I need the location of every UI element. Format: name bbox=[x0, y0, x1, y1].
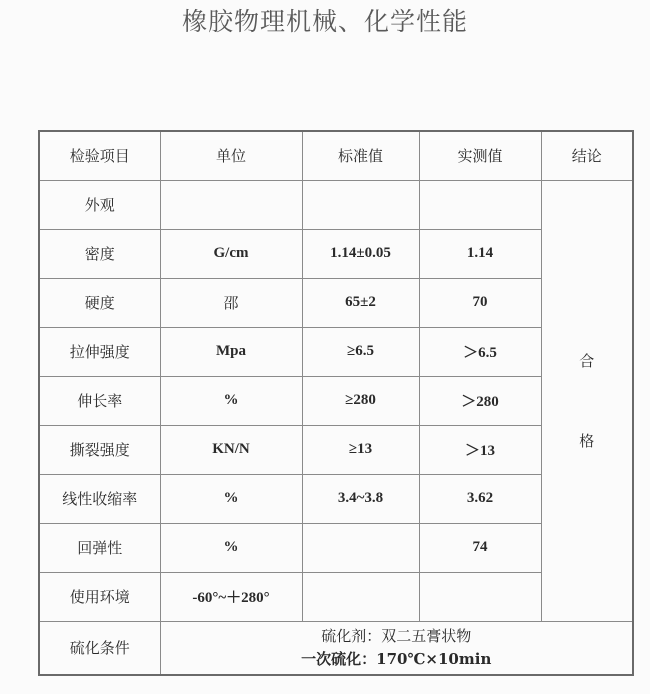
row-standard bbox=[302, 572, 419, 621]
row-standard bbox=[302, 180, 419, 229]
row-measured: 1.14 bbox=[419, 229, 541, 278]
row-item: 外观 bbox=[39, 180, 160, 229]
row-item: 硬度 bbox=[39, 278, 160, 327]
row-standard: 65±2 bbox=[302, 278, 419, 327]
vulcanization-line-1: 硫化剂：双二五膏状物 bbox=[321, 626, 472, 645]
row-unit: -60°~＋280° bbox=[160, 572, 302, 621]
row-item: 回弹性 bbox=[39, 523, 160, 572]
row-measured: ＞280 bbox=[419, 376, 541, 425]
row-measured: ＞6.5 bbox=[419, 327, 541, 376]
row-standard: ≥280 bbox=[302, 376, 419, 425]
row-unit: % bbox=[160, 474, 302, 523]
row-standard: ≥6.5 bbox=[302, 327, 419, 376]
row-item: 线性收缩率 bbox=[39, 474, 160, 523]
row-measured: 74 bbox=[419, 523, 541, 572]
row-unit: % bbox=[160, 523, 302, 572]
row-standard: 1.14±0.05 bbox=[302, 229, 419, 278]
conclusion-char-2: 格 bbox=[579, 431, 595, 450]
table-row bbox=[39, 180, 633, 229]
page-title: 橡胶物理机械、化学性能 bbox=[181, 7, 468, 36]
row-item: 拉伸强度 bbox=[39, 327, 160, 376]
row-measured: 70 bbox=[419, 278, 541, 327]
vulcanization-line-2: 一次硫化：170℃×10min bbox=[301, 649, 492, 668]
vulcanization-row bbox=[39, 621, 633, 675]
header-unit: 单位 bbox=[160, 131, 302, 180]
row-standard: ≥13 bbox=[302, 425, 419, 474]
row-measured: 3.62 bbox=[419, 474, 541, 523]
row-item: 撕裂强度 bbox=[39, 425, 160, 474]
row-standard bbox=[302, 523, 419, 572]
row-unit: G/cm bbox=[160, 229, 302, 278]
row-measured bbox=[419, 572, 541, 621]
header-row bbox=[39, 131, 633, 180]
header-standard: 标准值 bbox=[302, 131, 419, 180]
row-standard: 3.4~3.8 bbox=[302, 474, 419, 523]
row-unit: KN/N bbox=[160, 425, 302, 474]
vulcanization-conditions bbox=[160, 621, 633, 675]
conclusion-cell bbox=[541, 180, 633, 621]
row-unit: % bbox=[160, 376, 302, 425]
row-item: 伸长率 bbox=[39, 376, 160, 425]
vulcanization-label: 硫化条件 bbox=[39, 621, 160, 675]
header-conclusion: 结论 bbox=[541, 131, 633, 180]
row-measured: ＞13 bbox=[419, 425, 541, 474]
row-unit: 邵 bbox=[160, 278, 302, 327]
row-measured bbox=[419, 180, 541, 229]
row-item: 密度 bbox=[39, 229, 160, 278]
header-measured: 实测值 bbox=[419, 131, 541, 180]
row-unit: Mpa bbox=[160, 327, 302, 376]
conclusion-char-1: 合 bbox=[579, 351, 595, 370]
header-item: 检验项目 bbox=[39, 131, 160, 180]
row-item: 使用环境 bbox=[39, 572, 160, 621]
spec-table bbox=[38, 130, 634, 676]
row-unit bbox=[160, 180, 302, 229]
